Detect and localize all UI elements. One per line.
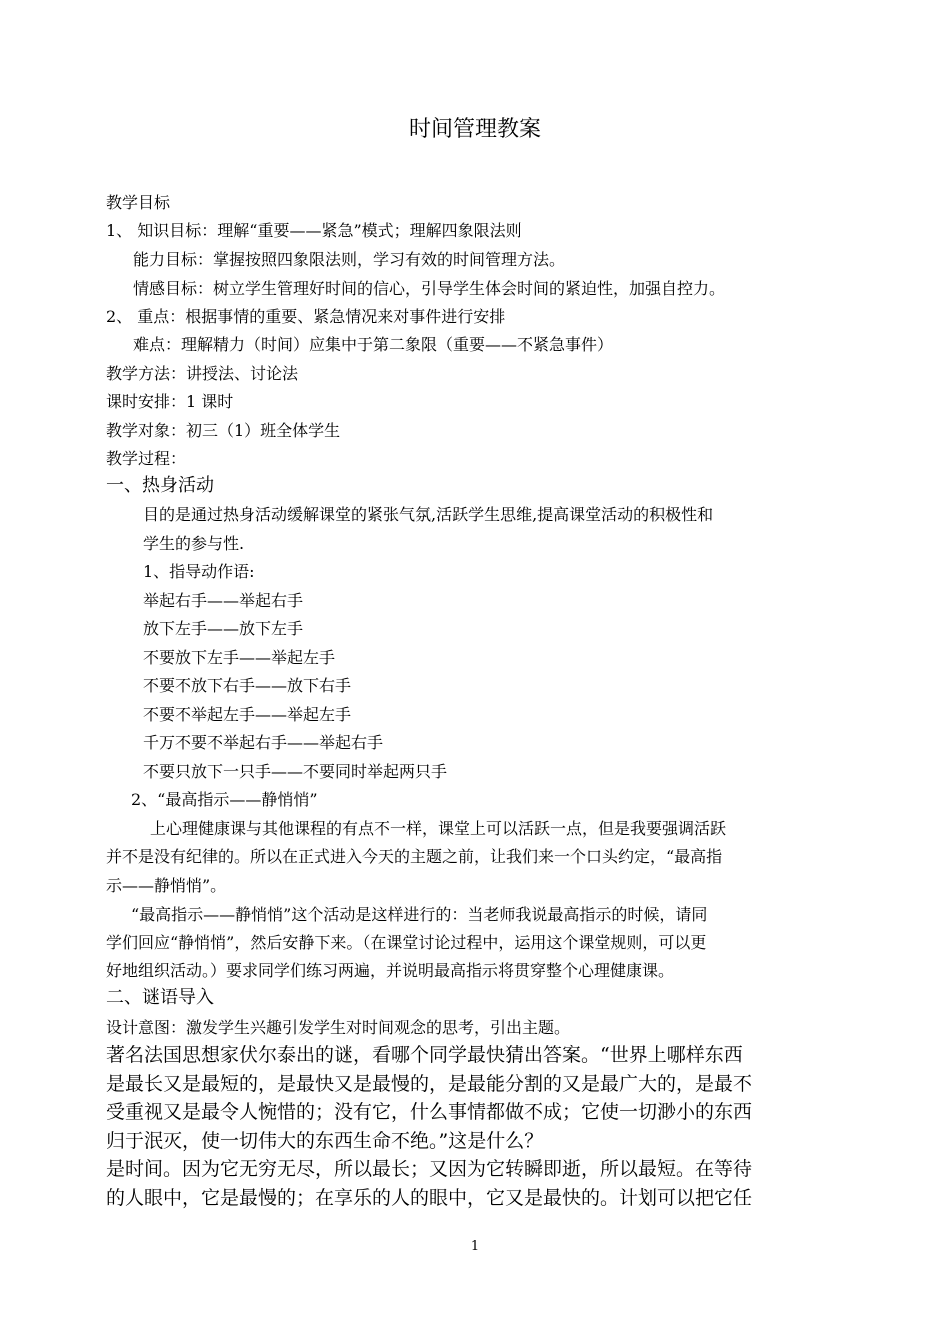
riddle-line: 著名法国思想家伏尔泰出的谜，看哪个同学最快猜出答案。“世界上哪样东西 — [106, 1044, 743, 1066]
difficulty-point: 难点：理解精力（时间）应集中于第二象限（重要——不紧急事件） — [133, 335, 614, 354]
knowledge-objective: 1、 知识目标：理解“重要——紧急”模式；理解四象限法则 — [106, 221, 522, 240]
objectives-heading: 教学目标 — [106, 193, 171, 212]
command-line: 不要只放下一只手——不要同时举起两只手 — [143, 762, 448, 781]
riddle-line: 是最长又是最短的，是最快又是最慢的，是最能分割的又是最广大的，是最不 — [106, 1073, 753, 1095]
command-line: 不要放下左手——举起左手 — [143, 648, 336, 667]
command-line: 举起右手——举起右手 — [143, 591, 304, 610]
teaching-method: 教学方法：讲授法、讨论法 — [106, 364, 299, 383]
design-intent: 设计意图：激发学生兴趣引发学生对时间观念的思考，引出主题。 — [106, 1018, 571, 1037]
paragraph-line: 好地组织活动。）要求同学们练习两遍，并说明最高指示将贯穿整个心理健康课。 — [106, 961, 675, 980]
riddle-line: 归于泯灭，使一切伟大的东西生命不绝。”这是什么？ — [106, 1130, 544, 1152]
paragraph-line: 示——静悄悄”。 — [106, 876, 227, 895]
page-number: 1 — [470, 1239, 480, 1254]
document-title: 时间管理教案 — [408, 117, 541, 142]
section1-purpose-line: 目的是通过热身活动缓解课堂的紧张气氛,活跃学生思维,提高课堂活动的积极性和 — [143, 505, 714, 524]
section1-subheading: 2、“最高指示——静悄悄” — [131, 790, 318, 809]
paragraph-line: 上心理健康课与其他课程的有点不一样，课堂上可以活跃一点，但是我要强调活跃 — [150, 819, 727, 838]
key-point: 2、 重点：根据事情的重要、紧急情况来对事件进行安排 — [106, 307, 506, 326]
answer-line: 的人眼中，它是最慢的；在享乐的人的眼中，它又是最快的。计划可以把它任 — [106, 1187, 753, 1209]
teaching-audience: 教学对象：初三（1）班全体学生 — [106, 421, 341, 440]
command-line: 不要不举起左手——举起左手 — [143, 705, 352, 724]
command-line: 不要不放下右手——放下右手 — [143, 676, 352, 695]
section1-purpose-line: 学生的参与性. — [143, 534, 245, 553]
section1-subheading: 1、指导动作语: — [143, 562, 255, 581]
emotion-objective: 情感目标：树立学生管理好时间的信心，引导学生体会时间的紧迫性，加强自控力。 — [133, 279, 726, 298]
paragraph-line: 并不是没有纪律的。所以在正式进入今天的主题之前，让我们来一个口头约定，“最高指 — [106, 847, 723, 866]
teaching-process: 教学过程： — [106, 449, 187, 468]
paragraph-line: “最高指示——静悄悄”这个活动是这样进行的：当老师我说最高指示的时候，请同 — [131, 905, 708, 924]
command-line: 千万不要不举起右手——举起右手 — [143, 733, 384, 752]
answer-line: 是时间。因为它无穷无尽，所以最长；又因为它转瞬即逝，所以最短。在等待 — [106, 1158, 753, 1180]
ability-objective: 能力目标：掌握按照四象限法则，学习有效的时间管理方法。 — [133, 250, 566, 269]
section2-heading: 二、谜语导入 — [106, 987, 214, 1008]
riddle-line: 受重视又是最令人惋惜的；没有它，什么事情都做不成；它使一切渺小的东西 — [106, 1101, 753, 1123]
paragraph-line: 学们回应“静悄悄”，然后安静下来。（在课堂讨论过程中，运用这个课堂规则，可以更 — [106, 933, 707, 952]
class-schedule: 课时安排：1 课时 — [106, 392, 234, 411]
command-line: 放下左手——放下左手 — [143, 619, 304, 638]
section1-heading: 一、热身活动 — [106, 475, 214, 496]
